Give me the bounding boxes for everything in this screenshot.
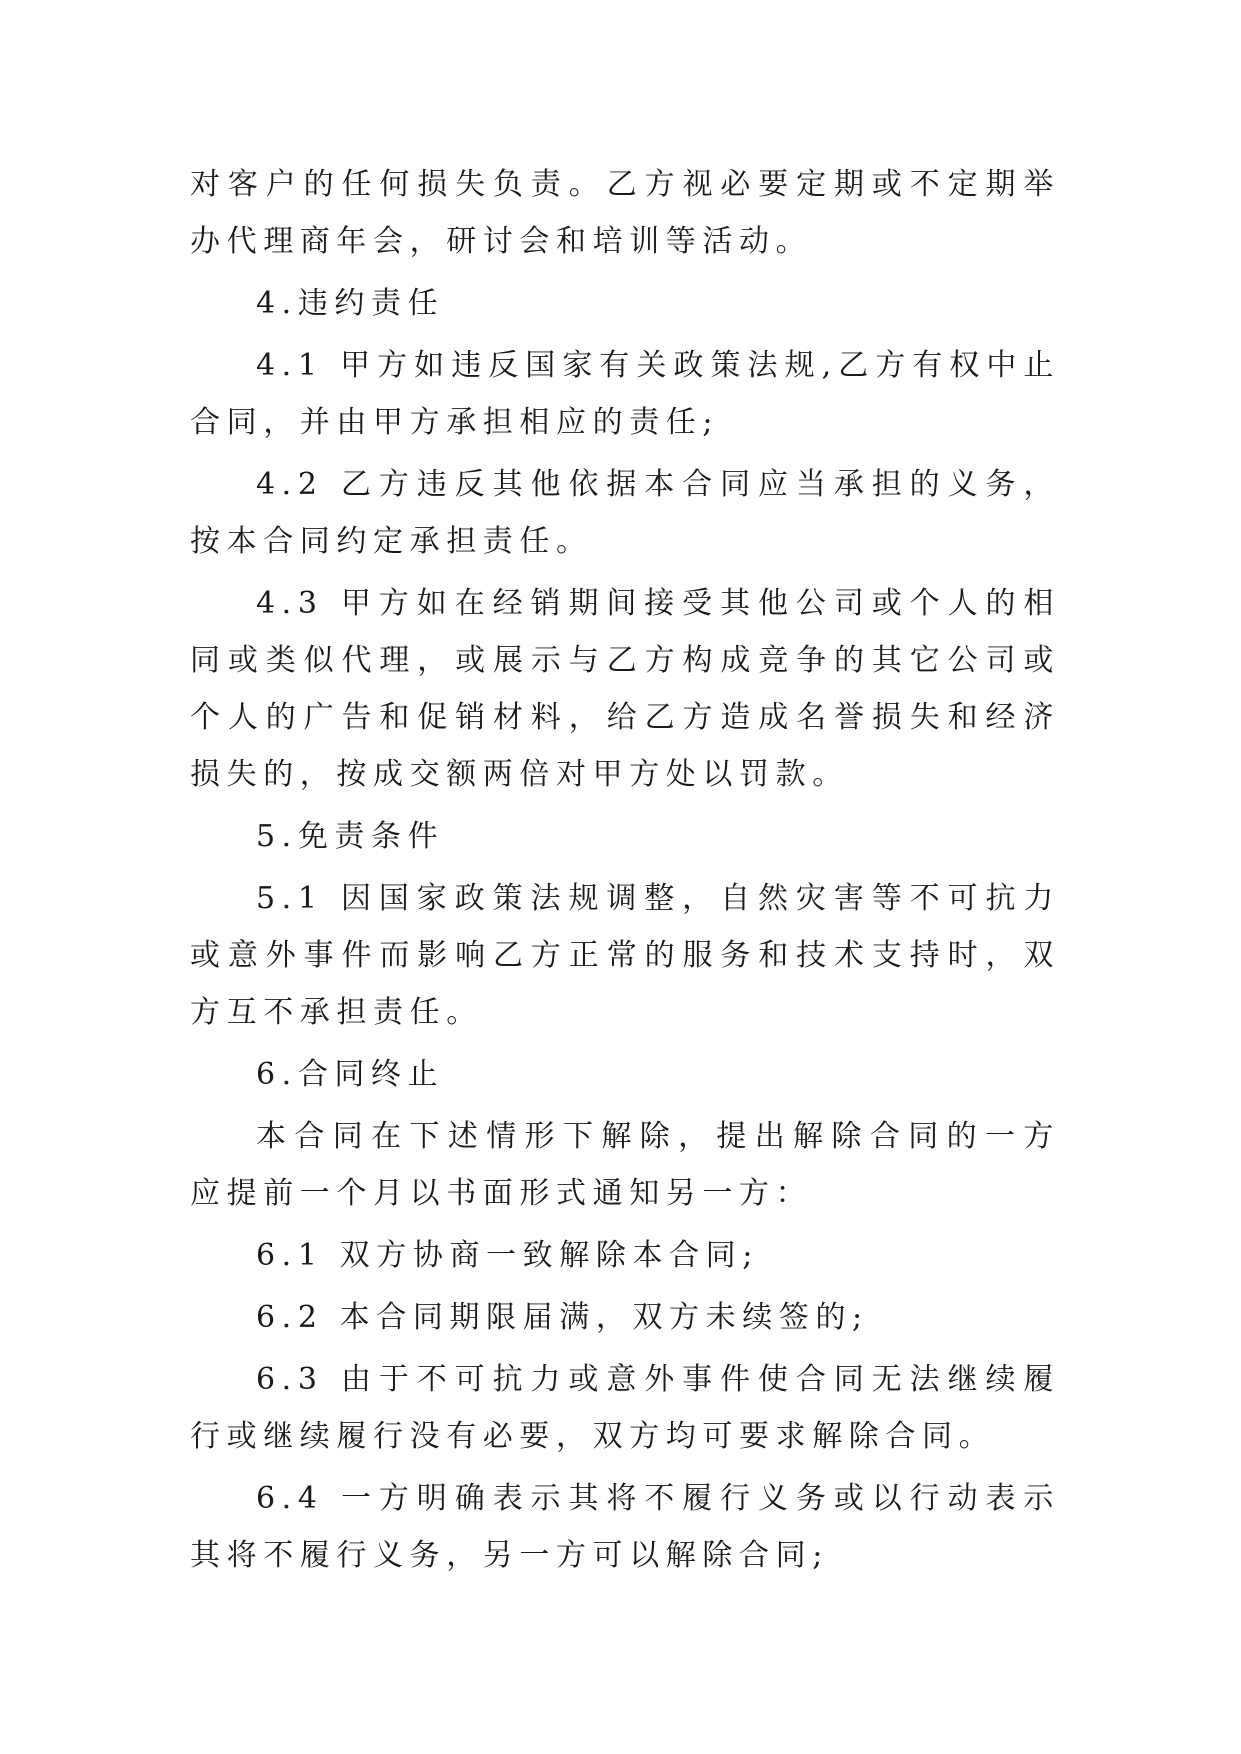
section-heading-5: 5.免责条件 <box>256 819 445 854</box>
termination-intro: 本合同在下述情形下解除，提出解除合同的一方应提前一个月以书面形式通知另一方： <box>190 1119 1060 1211</box>
document-body <box>190 156 1060 1589</box>
clause-5-1: 5.1 因国家政策法规调整，自然灾害等不可抗力或意外事件而影响乙方正常的服务和技术支持时，双方互不承担责任。 <box>190 881 1060 1030</box>
clause-4-3: 4.3 甲方如在经销期间接受其他公司或个人的相同或类似代理，或展示与乙方构成竞争的其它公司或个人的广告和促销材料，给乙方造成名誉损失和经济损失的，按成交额两倍对甲方处以罚款。 <box>190 586 1060 792</box>
section-heading-4: 4.违约责任 <box>256 286 445 321</box>
clause-6-3: 6.3 由于不可抗力或意外事件使合同无法继续履行或继续履行没有必要，双方均可要求解除合同。 <box>190 1362 1060 1454</box>
clause-6-1: 6.1 双方协商一致解除本合同; <box>256 1238 759 1273</box>
section-heading-6: 6.合同终止 <box>256 1057 445 1092</box>
clause-6-4: 6.4 一方明确表示其将不履行义务或以行动表示其将不履行义务，另一方可以解除合同; <box>190 1481 1060 1573</box>
clause-6-2: 6.2 本合同期限届满，双方未续签的; <box>256 1300 869 1335</box>
clause-4-1: 4.1 甲方如违反国家有关政策法规,乙方有权中止合同，并由甲方承担相应的责任; <box>190 348 1060 440</box>
clause-4-2: 4.2 乙方违反其他依据本合同应当承担的义务，按本合同约定承担责任。 <box>190 467 1060 559</box>
paragraph-1: 对客户的任何损失负责。乙方视必要定期或不定期举办代理商年会，研讨会和培训等活动。 <box>190 167 1060 259</box>
